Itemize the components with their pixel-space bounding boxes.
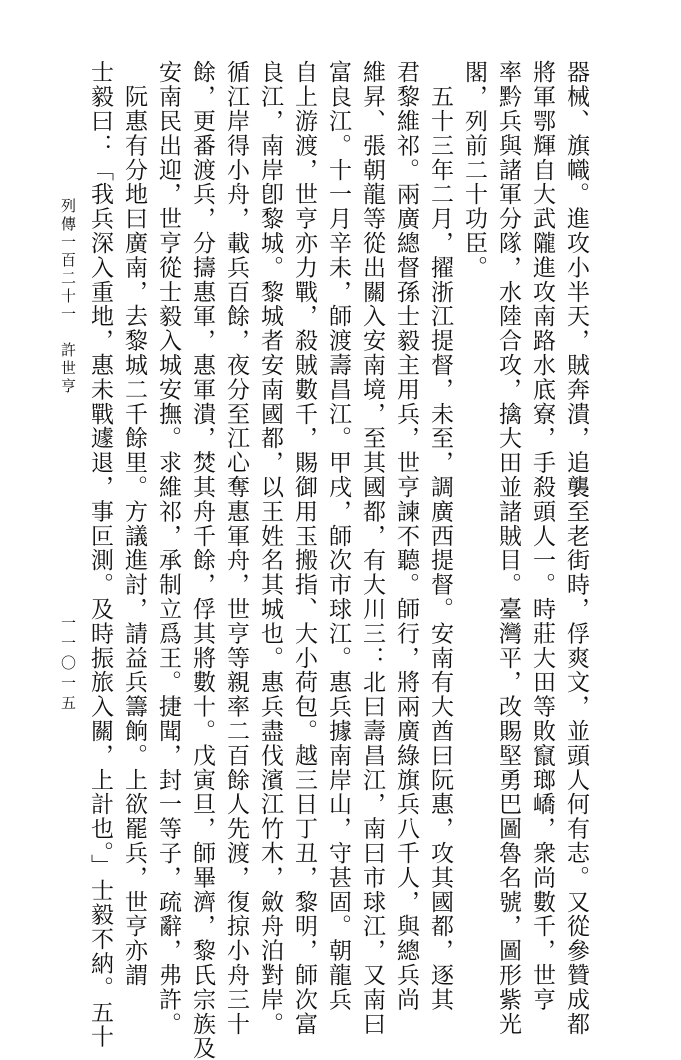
text-column: 餘，更番渡兵，分擣惠軍，惠軍潰，焚其舟千餘，俘其將數十。戊寅旦，師畢濟，黎氏宗族及: [189, 60, 215, 1060]
text-column: 自上游渡，世亨亦力戰，殺賊數千，賜御用玉搬指、大小荷包。越三日丁丑，黎明，師次富: [291, 60, 317, 1036]
text-column: 閣，列前二十功臣。: [461, 60, 487, 280]
text-column: 循江岸得小舟，載兵百餘，夜分至江心奪惠軍舟，世亨等親率二百餘人先渡，復掠小舟三十: [223, 60, 249, 1036]
text-column: 五十三年二月，擢浙江提督，未至，調廣西提督。安南有大酋曰阮惠，攻其國都，逐其: [427, 60, 453, 1012]
text-column: 阮惠有分地曰廣南，去黎城二千餘里。方議進討，請益兵籌餉。上欲罷兵，世亨亦謂: [121, 60, 147, 988]
text-column: 維昇、張朝龍等從出關入安南境，至其國都，有大川三：北曰壽昌江，南曰市球江，又南曰: [359, 60, 385, 1036]
text-column: 安南民出迎，世亨從士毅入城安撫。求維祁，承制立爲王。捷聞，封一等子，疏辭，弗許。: [155, 60, 181, 1036]
running-title: 列傳一百二十一 許世亨: [59, 198, 77, 396]
page-number: 一一〇一五: [59, 615, 77, 715]
text-column: 器械、旗幟。進攻小半天，賊奔潰，追襲至老街時，俘爽文，並頭人何有志。又從參贊成都: [563, 60, 589, 1036]
text-column: 將軍鄂輝自大武隴進攻南路水底寮，手殺頭人一。時莊大田等敗竄瑯嶠，衆尚數千，世亨: [529, 60, 555, 1012]
text-column: 君黎維祁。兩廣總督孫士毅主用兵，世亨諫不聽。師行，將兩廣綠旗兵八千人，與總兵尚: [393, 60, 419, 1012]
text-column: 富良江。十一月辛未，師渡壽昌江。甲戌，師次市球江。惠兵據南岸山，守甚固。朝龍兵: [325, 60, 351, 1012]
text-column: 良江，南岸卽黎城。黎城者安南國都，以王姓名其城也。惠兵盡伐濱江竹木，斂舟泊對岸。: [257, 60, 283, 1036]
text-column: 率黔兵與諸軍分隊，水陸合攻，擒大田並諸賊目。臺灣平，改賜堅勇巴圖魯名號，圖形紫光: [495, 60, 521, 1036]
text-column: 士毅曰：「我兵深入重地，惠未戰遽退，事叵測。及時振旅入關，上計也。」士毅不納。五十: [87, 60, 113, 1049]
